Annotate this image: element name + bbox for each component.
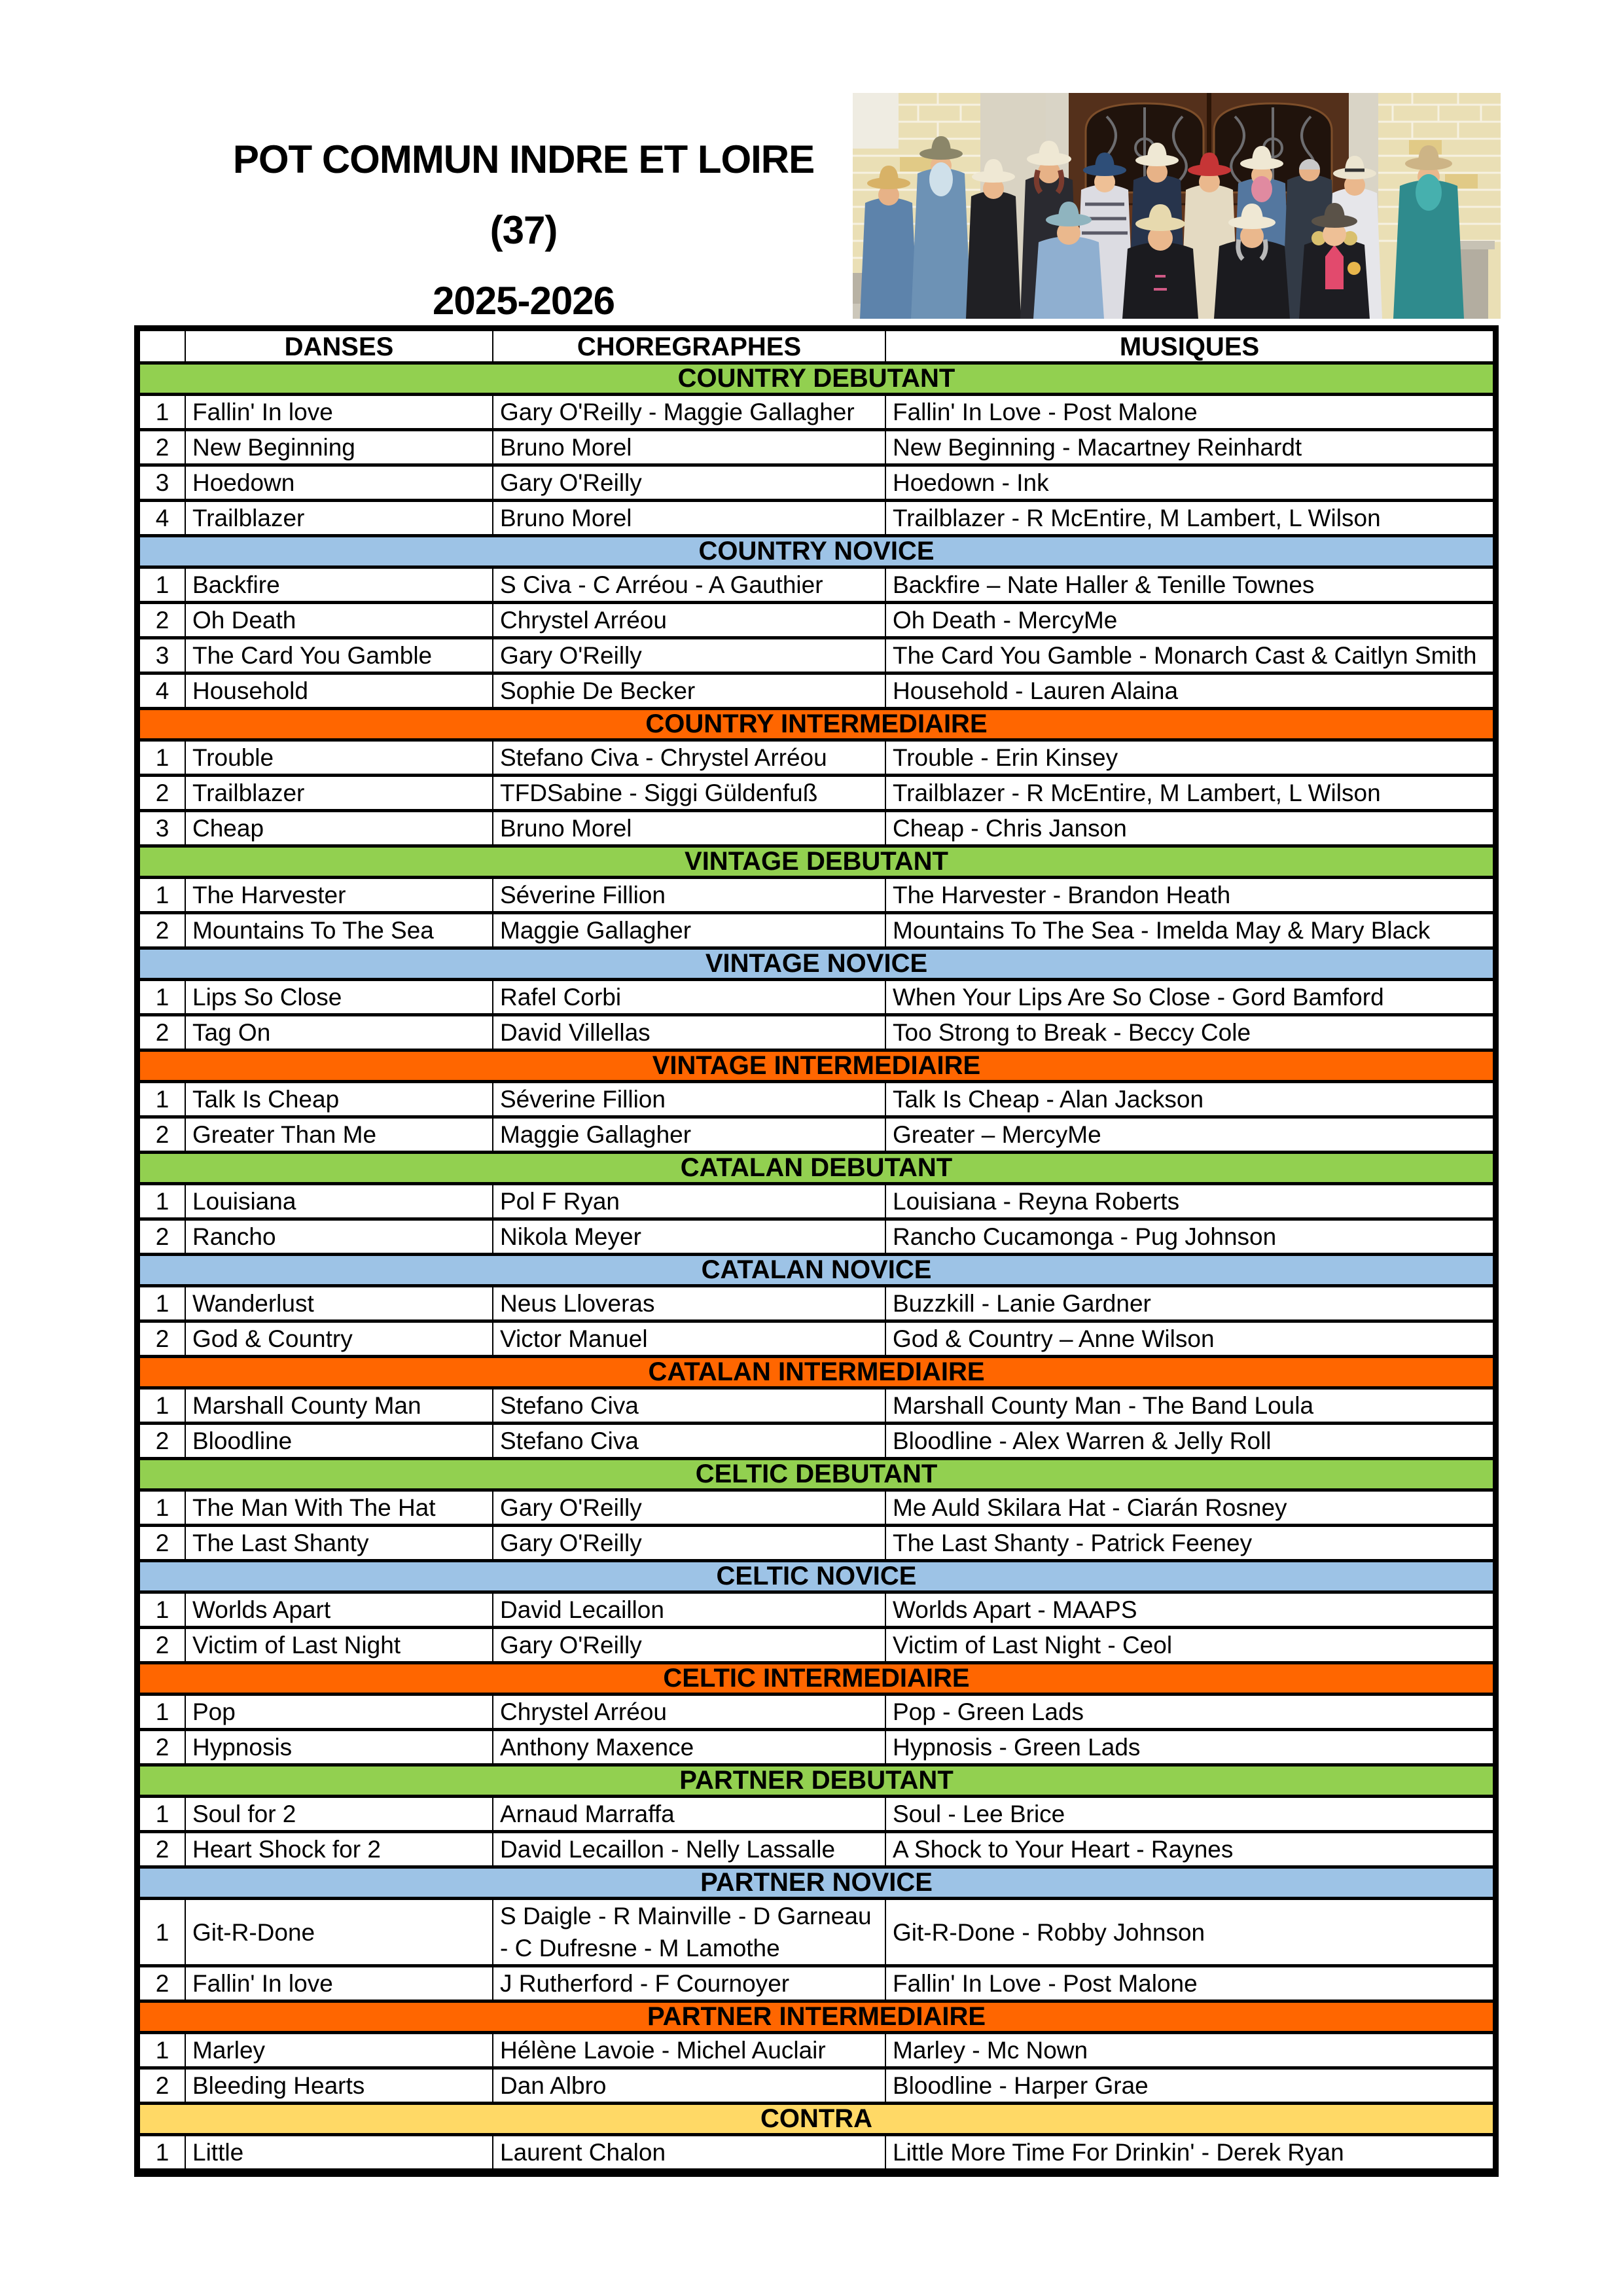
num-cell: 1: [155, 1698, 169, 1725]
table-row: [140, 1422, 1493, 1457]
num-cell: 4: [155, 505, 169, 531]
musique-cell: God & Country – Anne Wilson: [885, 1323, 1493, 1355]
num-cell: 2: [155, 1836, 169, 1863]
table-row: [140, 774, 1493, 809]
num-cell: 1: [155, 1596, 169, 1623]
musique-cell: Oh Death - MercyMe: [885, 604, 1493, 636]
section-header-partner-intermediaire: PARTNER INTERMEDIAIRE: [140, 2000, 1493, 2031]
table-row: [140, 1284, 1493, 1319]
musique-cell: Fallin' In Love - Post Malone: [885, 396, 1493, 428]
danse-cell: The Harvester: [185, 879, 492, 911]
musique-cell: Victim of Last Night - Ceol: [885, 1629, 1493, 1661]
choregraphe-cell: Bruno Morel: [492, 502, 885, 534]
musique-cell: Worlds Apart - MAAPS: [885, 1594, 1493, 1626]
num-cell: 2: [155, 607, 169, 634]
num-cell: 1: [155, 1801, 169, 1827]
num-cell: 1: [155, 2037, 169, 2064]
musique-cell: Talk Is Cheap - Alan Jackson: [885, 1083, 1493, 1115]
num-cell: 2: [155, 1019, 169, 1046]
table-row: [140, 1626, 1493, 1661]
table-row: [140, 428, 1493, 463]
table-row: [140, 1524, 1493, 1559]
musique-cell: Pop - Green Lads: [885, 1696, 1493, 1728]
table-row: [140, 1897, 1493, 1964]
num-cell: 1: [155, 984, 169, 1011]
musique-cell: Little More Time For Drinkin' - Derek Ryan: [885, 2136, 1493, 2168]
section-header-celtic-novice: CELTIC NOVICE: [140, 1559, 1493, 1590]
musique-cell: Trouble - Erin Kinsey: [885, 742, 1493, 774]
choregraphe-cell: Rafel Corbi: [492, 981, 885, 1013]
num-cell: 1: [155, 571, 169, 598]
choregraphe-cell: Stefano Civa - Chrystel Arréou: [492, 742, 885, 774]
danse-cell: Heart Shock for 2: [185, 1833, 492, 1865]
section-header-contra: CONTRA: [140, 2102, 1493, 2133]
danse-cell: Git-R-Done: [185, 1900, 492, 1964]
page-title: [196, 124, 851, 336]
table-row: [140, 1830, 1493, 1865]
section-header-vintage-novice: VINTAGE NOVICE: [140, 946, 1493, 978]
section-header-country-novice: COUNTRY NOVICE: [140, 534, 1493, 565]
danse-cell: Louisiana: [185, 1185, 492, 1217]
musique-cell: Mountains To The Sea - Imelda May & Mary Black: [885, 914, 1493, 946]
musique-cell: The Harvester - Brandon Heath: [885, 879, 1493, 911]
section-header-country-intermediaire: COUNTRY INTERMEDIAIRE: [140, 707, 1493, 738]
group-photo-illustration: [853, 93, 1501, 319]
choregraphe-cell: Séverine Fillion: [492, 1083, 885, 1115]
title-line-2: 2025-2026: [433, 279, 615, 323]
danse-cell: Household: [185, 675, 492, 707]
danse-cell: Fallin' In love: [185, 1967, 492, 2000]
table-row: [140, 565, 1493, 601]
danse-cell: Fallin' In love: [185, 396, 492, 428]
danse-cell: Trouble: [185, 742, 492, 774]
header-empty: [140, 331, 185, 363]
danse-cell: Trailblazer: [185, 502, 492, 534]
choregraphe-cell: David Lecaillon - Nelly Lassalle: [492, 1833, 885, 1865]
table-row: [140, 1386, 1493, 1422]
musique-cell: Marley - Mc Nown: [885, 2034, 1493, 2066]
table-row: [140, 1217, 1493, 1253]
musique-cell: A Shock to Your Heart - Raynes: [885, 1833, 1493, 1865]
table-row: [140, 1182, 1493, 1217]
choregraphe-cell: Gary O'Reilly: [492, 639, 885, 672]
musique-cell: New Beginning - Macartney Reinhardt: [885, 431, 1493, 463]
danse-cell: Wanderlust: [185, 1287, 492, 1319]
table-row: [140, 2031, 1493, 2066]
danse-cell: Marley: [185, 2034, 492, 2066]
num-cell: 1: [155, 1188, 169, 1215]
num-cell: 1: [155, 1494, 169, 1521]
choregraphe-cell: Séverine Fillion: [492, 879, 885, 911]
num-cell: 2: [155, 1734, 169, 1761]
choregraphe-cell: Neus Lloveras: [492, 1287, 885, 1319]
section-header-catalan-intermediaire: CATALAN INTERMEDIAIRE: [140, 1355, 1493, 1386]
table-row: [140, 463, 1493, 499]
musique-cell: Bloodline - Harper Grae: [885, 2070, 1493, 2102]
musique-cell: Trailblazer - R McEntire, M Lambert, L Wilson: [885, 502, 1493, 534]
table-row: [140, 738, 1493, 774]
choregraphe-cell: Gary O'Reilly: [492, 1492, 885, 1524]
section-header-vintage-debutant: VINTAGE DEBUTANT: [140, 844, 1493, 876]
num-cell: 1: [155, 744, 169, 771]
musique-cell: Trailblazer - R McEntire, M Lambert, L Wilson: [885, 777, 1493, 809]
choregraphe-cell: Sophie De Becker: [492, 675, 885, 707]
table-row: [140, 1013, 1493, 1049]
choregraphe-cell: Laurent Chalon: [492, 2136, 885, 2168]
danse-cell: Hoedown: [185, 467, 492, 499]
choregraphe-cell: TFDSabine - Siggi Güldenfuß: [492, 777, 885, 809]
table-row: [140, 2066, 1493, 2102]
choregraphe-cell: Anthony Maxence: [492, 1731, 885, 1763]
musique-cell: Fallin' In Love - Post Malone: [885, 1967, 1493, 2000]
section-header-catalan-debutant: CATALAN DEBUTANT: [140, 1151, 1493, 1182]
num-cell: 2: [155, 1530, 169, 1556]
num-cell: 2: [155, 1325, 169, 1352]
musique-cell: Git-R-Done - Robby Johnson: [885, 1900, 1493, 1964]
choregraphe-cell: Arnaud Marraffa: [492, 1798, 885, 1830]
table-row: [140, 1319, 1493, 1355]
danse-cell: The Man With The Hat: [185, 1492, 492, 1524]
table-row: [140, 393, 1493, 428]
choregraphe-cell: Bruno Morel: [492, 812, 885, 844]
table-row: [140, 1488, 1493, 1524]
choregraphe-cell: Gary O'Reilly: [492, 467, 885, 499]
num-cell: 2: [155, 780, 169, 806]
danse-cell: The Card You Gamble: [185, 639, 492, 672]
section-header-partner-debutant: PARTNER DEBUTANT: [140, 1763, 1493, 1795]
choregraphe-cell: Stefano Civa: [492, 1425, 885, 1457]
choregraphe-cell: Pol F Ryan: [492, 1185, 885, 1217]
num-cell: 3: [155, 642, 169, 669]
danse-cell: Cheap: [185, 812, 492, 844]
dance-schedule-table: [134, 325, 1499, 2177]
num-cell: 2: [155, 2072, 169, 2099]
danse-cell: Tag On: [185, 1016, 492, 1049]
musique-cell: Marshall County Man - The Band Loula: [885, 1390, 1493, 1422]
table-row: [140, 636, 1493, 672]
table-header-row: [140, 331, 1493, 361]
choregraphe-cell: S Civa - C Arréou - A Gauthier: [492, 569, 885, 601]
danse-cell: Pop: [185, 1696, 492, 1728]
musique-cell: Hoedown - Ink: [885, 467, 1493, 499]
choregraphe-cell: Hélène Lavoie - Michel Auclair: [492, 2034, 885, 2066]
musique-cell: The Last Shanty - Patrick Feeney: [885, 1527, 1493, 1559]
header-choregraphes: CHOREGRAPHES: [492, 331, 885, 363]
danse-cell: Backfire: [185, 569, 492, 601]
musique-cell: Louisiana - Reyna Roberts: [885, 1185, 1493, 1217]
choregraphe-cell: Nikola Meyer: [492, 1221, 885, 1253]
choregraphe-cell: Victor Manuel: [492, 1323, 885, 1355]
musique-cell: Backfire – Nate Haller & Tenille Townes: [885, 569, 1493, 601]
table-row: [140, 1590, 1493, 1626]
num-cell: 2: [155, 1121, 169, 1148]
table-row: [140, 911, 1493, 946]
danse-cell: New Beginning: [185, 431, 492, 463]
num-cell: 1: [155, 1918, 169, 1946]
danse-cell: Mountains To The Sea: [185, 914, 492, 946]
musique-cell: Household - Lauren Alaina: [885, 675, 1493, 707]
choregraphe-cell: Gary O'Reilly - Maggie Gallagher: [492, 396, 885, 428]
num-cell: 1: [155, 399, 169, 425]
musique-cell: Buzzkill - Lanie Gardner: [885, 1287, 1493, 1319]
num-cell: 1: [155, 2139, 169, 2166]
num-cell: 1: [155, 1392, 169, 1419]
danse-cell: Hypnosis: [185, 1731, 492, 1763]
choregraphe-cell: Chrystel Arréou: [492, 1696, 885, 1728]
danse-cell: God & Country: [185, 1323, 492, 1355]
danse-cell: Lips So Close: [185, 981, 492, 1013]
table-row: [140, 876, 1493, 911]
musique-cell: Greater – MercyMe: [885, 1119, 1493, 1151]
danse-cell: Soul for 2: [185, 1798, 492, 1830]
danse-cell: Victim of Last Night: [185, 1629, 492, 1661]
table-body: [140, 361, 1493, 2168]
danse-cell: Bleeding Hearts: [185, 2070, 492, 2102]
num-cell: 1: [155, 1290, 169, 1317]
header-musiques: MUSIQUES: [885, 331, 1493, 363]
choregraphe-cell: Maggie Gallagher: [492, 1119, 885, 1151]
choregraphe-cell: Maggie Gallagher: [492, 914, 885, 946]
danse-cell: Talk Is Cheap: [185, 1083, 492, 1115]
danse-cell: Worlds Apart: [185, 1594, 492, 1626]
danse-cell: Rancho: [185, 1221, 492, 1253]
table-row: [140, 1795, 1493, 1830]
table-row: [140, 809, 1493, 844]
section-header-celtic-debutant: CELTIC DEBUTANT: [140, 1457, 1493, 1488]
table-row: [140, 2133, 1493, 2168]
num-cell: 2: [155, 434, 169, 461]
musique-cell: Cheap - Chris Janson: [885, 812, 1493, 844]
num-cell: 4: [155, 677, 169, 704]
choregraphe-cell: Stefano Civa: [492, 1390, 885, 1422]
table-row: [140, 672, 1493, 707]
num-cell: 2: [155, 1970, 169, 1997]
choregraphe-cell: Gary O'Reilly: [492, 1629, 885, 1661]
table-row: [140, 499, 1493, 534]
danse-cell: Greater Than Me: [185, 1119, 492, 1151]
musique-cell: Soul - Lee Brice: [885, 1798, 1493, 1830]
choregraphe-cell: S Daigle - R Mainville - D Garneau - C Dufresne - M Lamothe: [492, 1900, 885, 1964]
musique-cell: Too Strong to Break - Beccy Cole: [885, 1016, 1493, 1049]
num-cell: 2: [155, 1632, 169, 1659]
choregraphe-cell: Dan Albro: [492, 2070, 885, 2102]
section-header-country-debutant: COUNTRY DEBUTANT: [140, 361, 1493, 393]
table-row: [140, 978, 1493, 1013]
section-header-catalan-novice: CATALAN NOVICE: [140, 1253, 1493, 1284]
danse-cell: Bloodline: [185, 1425, 492, 1457]
num-cell: 2: [155, 1427, 169, 1454]
num-cell: 3: [155, 469, 169, 496]
table-row: [140, 1964, 1493, 2000]
musique-cell: Me Auld Skilara Hat - Ciarán Rosney: [885, 1492, 1493, 1524]
musique-cell: The Card You Gamble - Monarch Cast & Caitlyn Smith: [885, 639, 1493, 672]
num-cell: 3: [155, 815, 169, 842]
table-row: [140, 1728, 1493, 1763]
table-row: [140, 601, 1493, 636]
num-cell: 1: [155, 1086, 169, 1113]
choregraphe-cell: J Rutherford - F Cournoyer: [492, 1967, 885, 2000]
table-row: [140, 1693, 1493, 1728]
group-photo: [853, 93, 1501, 319]
danse-cell: The Last Shanty: [185, 1527, 492, 1559]
num-cell: 2: [155, 1223, 169, 1250]
title-line-1: POT COMMUN INDRE ET LOIRE (37): [232, 137, 815, 252]
header-danses: DANSES: [185, 331, 492, 363]
choregraphe-cell: David Lecaillon: [492, 1594, 885, 1626]
musique-cell: When Your Lips Are So Close - Gord Bamford: [885, 981, 1493, 1013]
danse-cell: Little: [185, 2136, 492, 2168]
musique-cell: Rancho Cucamonga - Pug Johnson: [885, 1221, 1493, 1253]
choregraphe-cell: David Villellas: [492, 1016, 885, 1049]
choregraphe-cell: Chrystel Arréou: [492, 604, 885, 636]
danse-cell: Marshall County Man: [185, 1390, 492, 1422]
section-header-partner-novice: PARTNER NOVICE: [140, 1865, 1493, 1897]
table-row: [140, 1115, 1493, 1151]
section-header-celtic-intermediaire: CELTIC INTERMEDIAIRE: [140, 1661, 1493, 1693]
choregraphe-cell: Gary O'Reilly: [492, 1527, 885, 1559]
danse-cell: Oh Death: [185, 604, 492, 636]
musique-cell: Bloodline - Alex Warren & Jelly Roll: [885, 1425, 1493, 1457]
musique-cell: Hypnosis - Green Lads: [885, 1731, 1493, 1763]
danse-cell: Trailblazer: [185, 777, 492, 809]
choregraphe-cell: Bruno Morel: [492, 431, 885, 463]
num-cell: 2: [155, 917, 169, 944]
section-header-vintage-intermediaire: VINTAGE INTERMEDIAIRE: [140, 1049, 1493, 1080]
table-row: [140, 1080, 1493, 1115]
num-cell: 1: [155, 882, 169, 908]
